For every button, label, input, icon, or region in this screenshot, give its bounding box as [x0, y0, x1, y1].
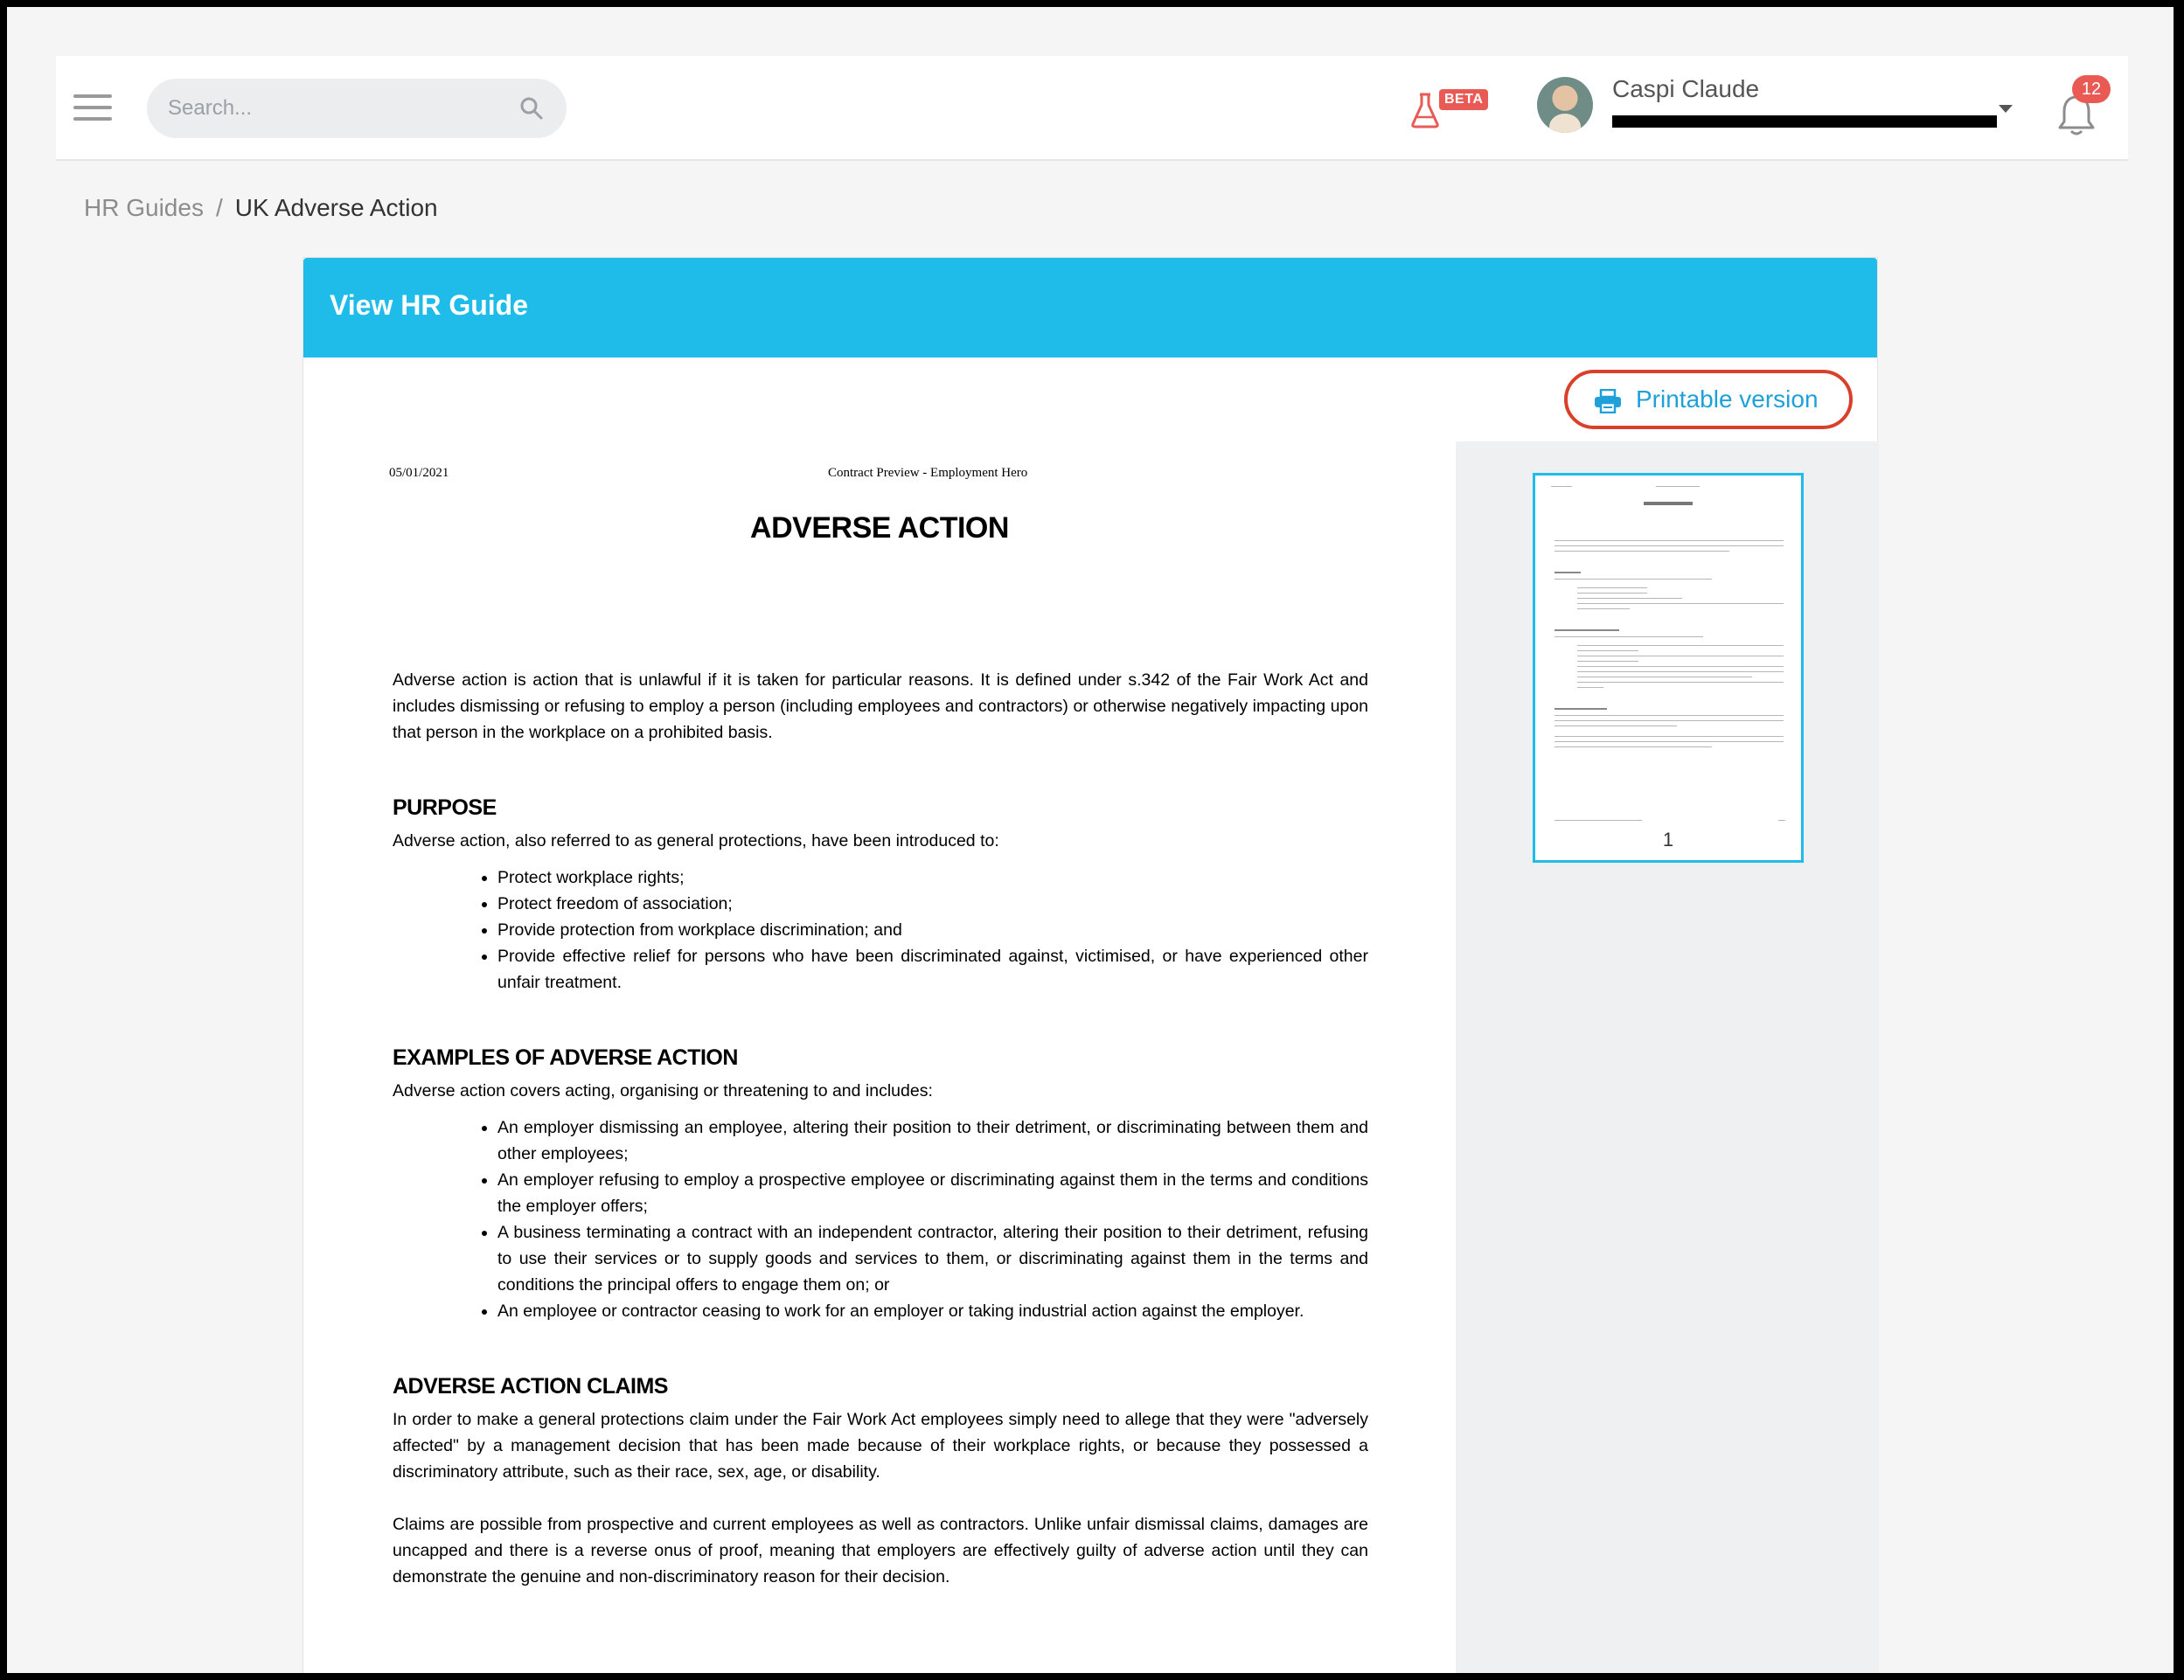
search-input[interactable] — [168, 79, 500, 138]
search-box — [147, 79, 567, 138]
redacted-user-details — [1612, 115, 1997, 128]
document-preview — [303, 441, 1456, 1673]
page-thumbnails-panel — [1456, 441, 1879, 1673]
notifications-button[interactable] — [2053, 80, 2109, 143]
claims-paragraph-1: In order to make a general protections claim under the Fair Work Act employees simply need to allege that they were "adversely affected" by a management decision that has been made because of their workplace rights, or because they possessed a discriminatory attribute, such as their race, sex, age, or disability. — [393, 1410, 1368, 1482]
purpose-heading: PURPOSE — [393, 795, 497, 820]
list-item: • Protect workplace rights; — [497, 864, 1368, 891]
hr-guide-card — [303, 257, 1878, 1673]
purpose-intro: Adverse action, also referred to as general protections, have been introduced to: — [393, 831, 999, 850]
breadcrumb — [84, 194, 438, 222]
list-item: • Protect freedom of association; — [497, 891, 1368, 917]
claims-paragraph-2: Claims are possible from prospective and current employees as well as contractors. Unlike unfair dismissal claims, damages are uncapped and there is a reverse onus of proof, meaning that employers are effectively guilty of adverse action until they can demonstrate the genuine and non-discriminatory reason for their decision. — [393, 1515, 1368, 1586]
list-item: • An employer refusing to employ a prospective employee or discriminating against them in the terms and conditions the employer offers; — [497, 1167, 1368, 1219]
thumbnail-page-preview — [1542, 481, 1794, 830]
chevron-down-icon[interactable] — [1999, 105, 2013, 113]
breadcrumb-hr-guides-link[interactable]: HR Guides — [84, 194, 204, 221]
list-item: • Provide protection from workplace discrimination; and — [497, 917, 1368, 943]
card-header — [303, 258, 1877, 358]
examples-list — [497, 1114, 1368, 1324]
list-item: • An employee or contractor ceasing to work for an employer or taking industrial action against the employer. — [497, 1298, 1368, 1324]
top-bar — [56, 56, 2128, 161]
intro-paragraph: Adverse action is action that is unlawful if it is taken for particular reasons. It is defined under s.342 of the Fair Work Act and includes dismissing or refusing to employ a person (including employees and contractors) or otherwise negatively impacting upon that person in the workplace on a prohibited basis. — [393, 670, 1368, 742]
document-date: 05/01/2021 — [389, 466, 449, 480]
app-window — [7, 7, 2174, 1673]
card-title: View HR Guide — [330, 289, 529, 321]
breadcrumb-current: UK Adverse Action — [234, 194, 438, 221]
breadcrumb-separator: / — [215, 194, 223, 221]
list-item: • Provide effective relief for persons who have been discriminated against, victimised, or have experienced other unfair treatment. — [497, 943, 1368, 996]
examples-intro: Adverse action covers acting, organising or threatening to and includes: — [393, 1081, 933, 1100]
document-title: ADVERSE ACTION — [750, 511, 1009, 545]
list-item: • An employer dismissing an employee, altering their position to their detriment, or discriminating between them and other employees; — [497, 1114, 1368, 1167]
document-header: Contract Preview - Employment Hero — [828, 466, 1028, 480]
list-item: • A business terminating a contract with an independent contractor, altering their position to their detriment, refusing to use their services or to supply goods and services to them, or discriminating against them in the terms and conditions the principal offers to engage them on; or — [497, 1219, 1368, 1298]
claims-heading: ADVERSE ACTION CLAIMS — [393, 1374, 668, 1399]
user-menu[interactable] — [1537, 72, 2027, 145]
printable-version-label: Printable version — [1636, 385, 1819, 413]
page-thumbnail[interactable] — [1533, 473, 1804, 863]
examples-heading: EXAMPLES OF ADVERSE ACTION — [393, 1045, 738, 1070]
thumbnail-page-number: 1 — [1662, 829, 1674, 850]
avatar — [1537, 77, 1593, 133]
document-body — [393, 667, 1368, 1590]
user-name: Caspi Claude — [1612, 75, 1760, 102]
printer-icon — [1594, 389, 1622, 413]
menu-icon[interactable] — [73, 94, 112, 121]
notification-count-badge: 12 — [2072, 75, 2111, 103]
flask-icon — [1409, 91, 1441, 129]
beta-labs-button[interactable] — [1409, 86, 1500, 129]
printable-version-button[interactable] — [1564, 370, 1853, 429]
search-icon[interactable] — [519, 96, 544, 121]
purpose-list — [497, 864, 1368, 996]
beta-badge: BETA — [1439, 89, 1488, 110]
